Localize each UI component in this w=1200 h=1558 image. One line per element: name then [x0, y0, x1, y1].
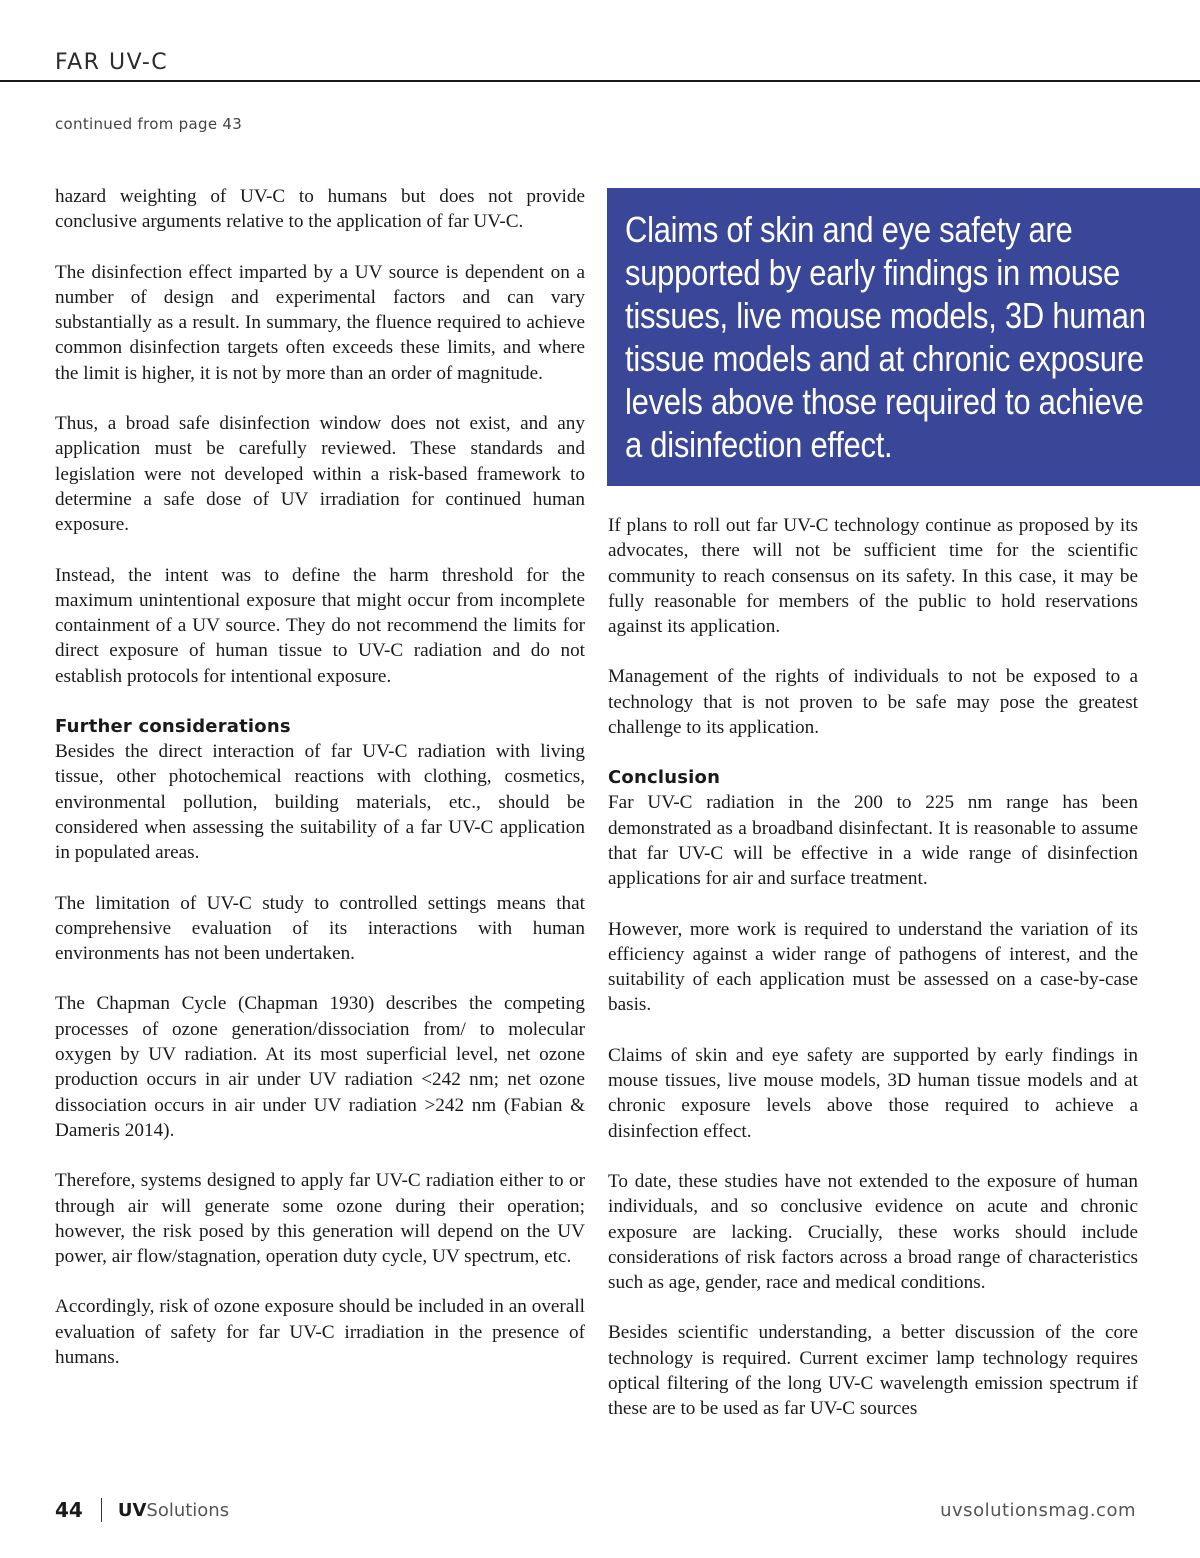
- header-divider: [0, 80, 1200, 82]
- footer-left: [55, 1498, 229, 1522]
- section-heading-conclusion: Conclusion: [608, 767, 721, 789]
- paragraph: Management of the rights of individuals to not be exposed to a technology that is not proven to be safe may pose the greatest challenge to its application.: [608, 666, 1138, 739]
- paragraph: Besides scientific understanding, a better discussion of the core technology is required. Current excimer lamp technology requires optical filtering of the long UV-C wavelength emission spectrum if these are to be used as far UV-C sources: [608, 1322, 1138, 1420]
- paragraph: hazard weighting of UV-C to humans but does not provide conclusive arguments relative to the application of far UV-C.: [55, 186, 585, 233]
- paragraph: To date, these studies have not extended to the exposure of human individuals, and so conclusive evidence on acute and chronic exposure are lacking. Crucially, these works should include considerations of risk factors across a broad range of characteristics such as age, gender, race and medical conditions.: [608, 1170, 1138, 1294]
- paragraph: Therefore, systems designed to apply far UV-C radiation either to or through air will generate some ozone during their operation; however, the risk posed by this generation will depend on the UV power, air flow/stagnation, operation duty cycle, UV spectrum, etc.: [55, 1170, 585, 1268]
- right-column: [608, 513, 1138, 1447]
- paragraph: If plans to roll out far UV-C technology continue as proposed by its advocates, there will not be sufficient time for the scientific community to reach consensus on its safety. In this case, it may be fully reasonable for members of the public to hold reservations against its application.: [608, 515, 1138, 638]
- section-heading-further-considerations: Further considerations: [55, 716, 291, 738]
- pull-quote-box: [607, 188, 1200, 486]
- paragraph: Thus, a broad safe disinfection window does not exist, and any application must be carefully reviewed. These standards and legislation were not developed within a risk-based framework to determine a safe dose of UV irradiation for continued human exposure.: [55, 413, 585, 536]
- paragraph: The Chapman Cycle (Chapman 1930) describes the competing processes of ozone generation/dissociation from/ to molecular oxygen by UV radiation. At its most superficial level, net ozone production occurs in air under UV radiation <242 nm; net ozone dissociation occurs in air under UV radiation >242 nm (Fabian & Dameris 2014).: [55, 993, 585, 1141]
- brand-name: Solutions: [146, 1499, 230, 1521]
- website-url: uvsolutionsmag.com: [940, 1500, 1136, 1521]
- paragraph: The disinfection effect imparted by a UV source is dependent on a number of design and experimental factors and can vary substantially as a result. In summary, the fluence required to achieve common disinfection targets often exceeds these limits, and where the limit is higher, it is not by more than an order of magnitude.: [55, 261, 585, 384]
- paragraph: Besides the direct interaction of far UV-C radiation with living tissue, other photochemical reactions with clothing, cosmetics, environmental pollution, building materials, etc., should be considered when assessing the suitability of a far UV-C application in populated areas.: [55, 741, 585, 864]
- section-title: FAR UV-C: [55, 50, 169, 75]
- paragraph: Far UV-C radiation in the 200 to 225 nm range has been demonstrated as a broadband disinfectant. It is reasonable to assume that far UV-C will be effective in a wide range of disinfection applications for air and surface treatment.: [608, 792, 1138, 890]
- continued-note: continued from page 43: [55, 115, 243, 133]
- paragraph: However, more work is required to understand the variation of its efficiency against a wider range of pathogens of interest, and the suitability of each application must be assessed on a case-by-case basis.: [608, 918, 1138, 1016]
- left-column: [55, 184, 585, 1395]
- page-number: 44: [55, 1498, 83, 1522]
- paragraph: The limitation of UV-C study to controlled settings means that comprehensive evaluation of its interactions with human environments has not been undertaken.: [55, 892, 585, 965]
- footer-separator: [101, 1498, 102, 1522]
- brand-name-bold: UV: [117, 1499, 147, 1521]
- paragraph: Claims of skin and eye safety are supported by early findings in mouse tissues, live mouse models, 3D human tissue models and at chronic exposure levels above those required to achieve a disinfection effect.: [608, 1044, 1138, 1142]
- paragraph: Instead, the intent was to define the harm threshold for the maximum unintentional exposure that might occur from incomplete containment of a UV source. They do not recommend the limits for direct exposure of human tissue to UV-C radiation and do not establish protocols for intentional exposure.: [55, 564, 585, 687]
- paragraph: Accordingly, risk of ozone exposure should be included in an overall evaluation of safety for far UV-C irradiation in the presence of humans.: [55, 1296, 585, 1368]
- pull-quote-text: Claims of skin and eye safety are supported by early findings in mouse tissues, live mouse models, 3D human tissue models and at chronic exposure levels above those required to achieve a disinfection effect.: [625, 209, 1146, 465]
